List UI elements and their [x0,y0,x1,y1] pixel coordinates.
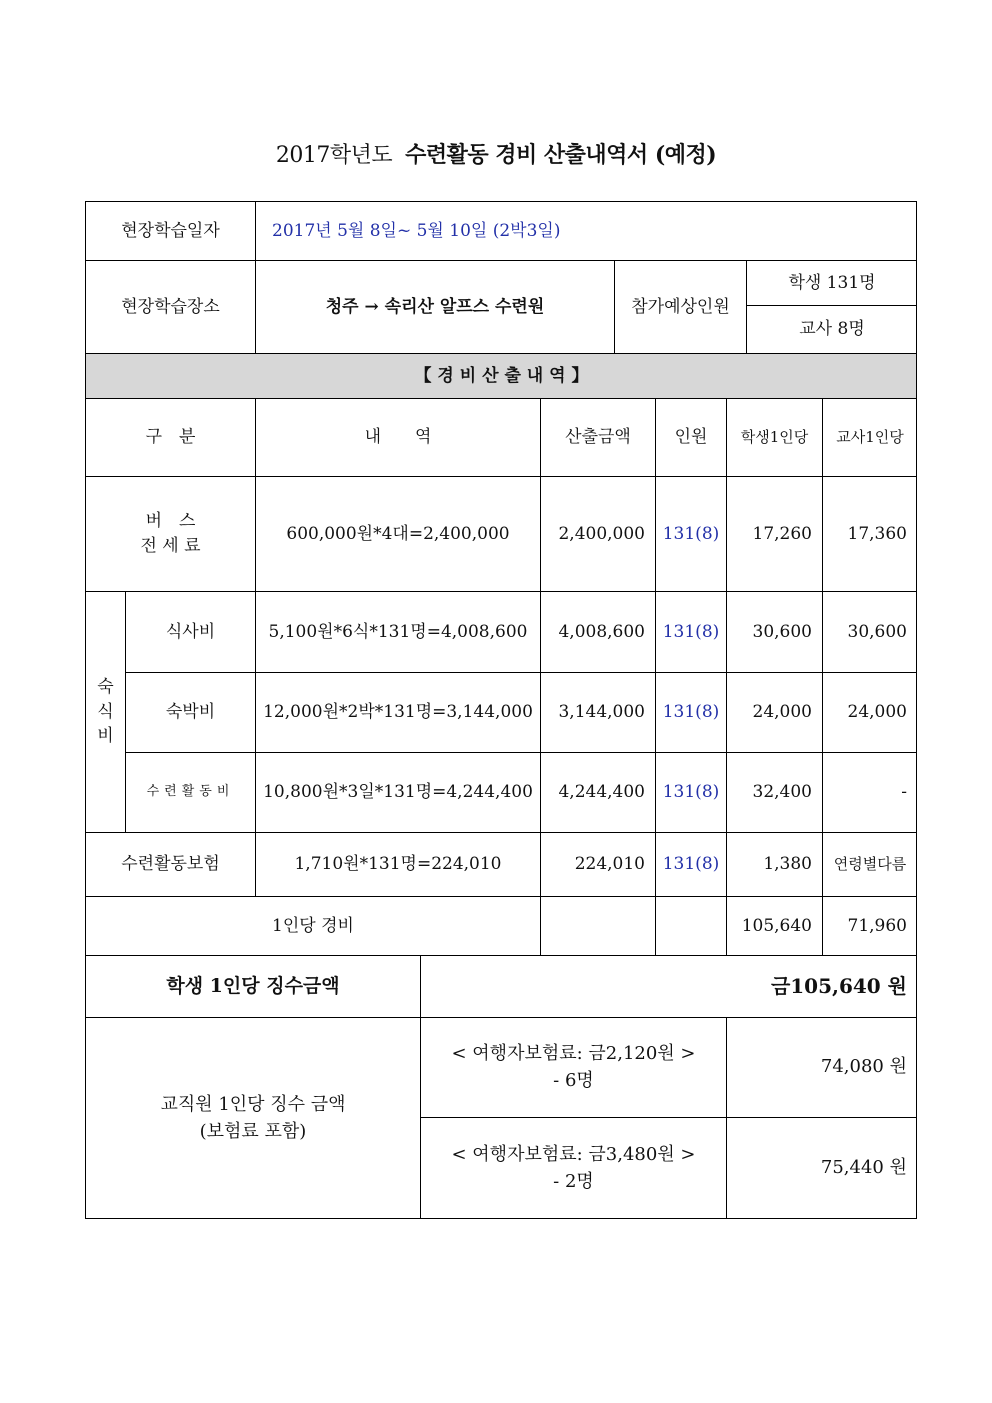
col-people: 인원 [655,398,726,476]
lodging-per-teacher: 24,000 [822,672,917,752]
activity-label: 수련활동비 [125,752,255,832]
staff-option2-line2: - 2명 [553,1170,594,1192]
per-person-people-empty [655,896,726,955]
meal-per-student: 30,600 [726,591,822,672]
lodging-people: 131(8) [655,672,726,752]
expense-table [85,201,917,1219]
student-fee-label: 학생 1인당 징수금액 [85,955,420,1017]
lodging-group-char2: 식 [97,701,114,722]
bus-label [85,476,255,591]
lodging-amount: 3,144,000 [540,672,655,752]
activity-detail: 10,800원*3일*131명=4,244,400 [255,752,540,832]
bus-label-line2: 전 세 료 [140,536,201,556]
lodging-detail: 12,000원*2박*131명=3,144,000 [255,672,540,752]
staff-fee-label [85,1017,420,1219]
table-border-right [916,201,917,1219]
lodging-group-char3: 비 [97,726,114,747]
bus-amount: 2,400,000 [540,476,655,591]
col-amount: 산출금액 [540,398,655,476]
per-person-label: 1인당 경비 [85,896,540,955]
bus-people: 131(8) [655,476,726,591]
col-per-student: 학생1인당 [726,398,822,476]
per-person-amount-empty [540,896,655,955]
col-category: 구 분 [85,398,255,476]
staff-fee-label-line2: (보험료 포함) [199,1120,307,1142]
staff-option2-value: 75,440 원 [726,1117,917,1219]
meal-detail: 5,100원*6식*131명=4,008,600 [255,591,540,672]
staff-option1-value: 74,080 원 [726,1017,917,1117]
activity-amount: 4,244,400 [540,752,655,832]
col-detail: 내 역 [255,398,540,476]
title-year: 2017학년도 [275,143,393,168]
activity-people: 131(8) [655,752,726,832]
lodging-label: 숙박비 [125,672,255,752]
people-label: 참가예상인원 [614,260,746,353]
activity-per-teacher: - [822,752,917,832]
meal-label: 식사비 [125,591,255,672]
bus-label-line1: 버 스 [145,511,196,532]
staff-fee-label-line1: 교직원 1인당 징수 금액 [160,1094,346,1116]
date-label: 현장학습일자 [85,201,255,260]
activity-per-student: 32,400 [726,752,822,832]
place-label: 현장학습장소 [85,260,255,353]
bus-per-teacher: 17,360 [822,476,917,591]
teachers-count: 교사 8명 [746,305,917,353]
staff-option1-line1: < 여행자보험료: 금2,120원 > [451,1043,696,1065]
staff-option2 [420,1117,726,1219]
lodging-group-label [85,591,125,832]
staff-option1 [420,1017,726,1117]
staff-option1-line2: - 6명 [553,1069,594,1091]
students-count: 학생 131명 [746,260,917,305]
section-header: 【 경 비 산 출 내 역 】 [85,353,917,398]
lodging-group-char1: 숙 [97,677,114,698]
col-per-teacher: 교사1인당 [822,398,917,476]
insurance-per-teacher: 연령별다름 [822,832,917,896]
meal-per-teacher: 30,600 [822,591,917,672]
bus-detail: 600,000원*4대=2,400,000 [255,476,540,591]
place-value: 청주 → 속리산 알프스 수련원 [255,260,614,353]
per-person-student: 105,640 [726,896,822,955]
per-person-teacher: 71,960 [822,896,917,955]
insurance-detail: 1,710원*131명=224,010 [255,832,540,896]
date-value: 2017년 5월 8일~ 5월 10일 (2박3일) [255,201,917,260]
page-title [0,138,992,169]
meal-amount: 4,008,600 [540,591,655,672]
student-fee-value: 금105,640 원 [420,955,917,1017]
staff-option2-line1: < 여행자보험료: 금3,480원 > [451,1144,696,1166]
insurance-label: 수련활동보험 [85,832,255,896]
bus-per-student: 17,260 [726,476,822,591]
title-main: 수련활동 경비 산출내역서 (예정) [405,142,717,168]
lodging-per-student: 24,000 [726,672,822,752]
insurance-per-student: 1,380 [726,832,822,896]
table-border-bottom [85,1218,917,1219]
meal-people: 131(8) [655,591,726,672]
insurance-people: 131(8) [655,832,726,896]
insurance-amount: 224,010 [540,832,655,896]
